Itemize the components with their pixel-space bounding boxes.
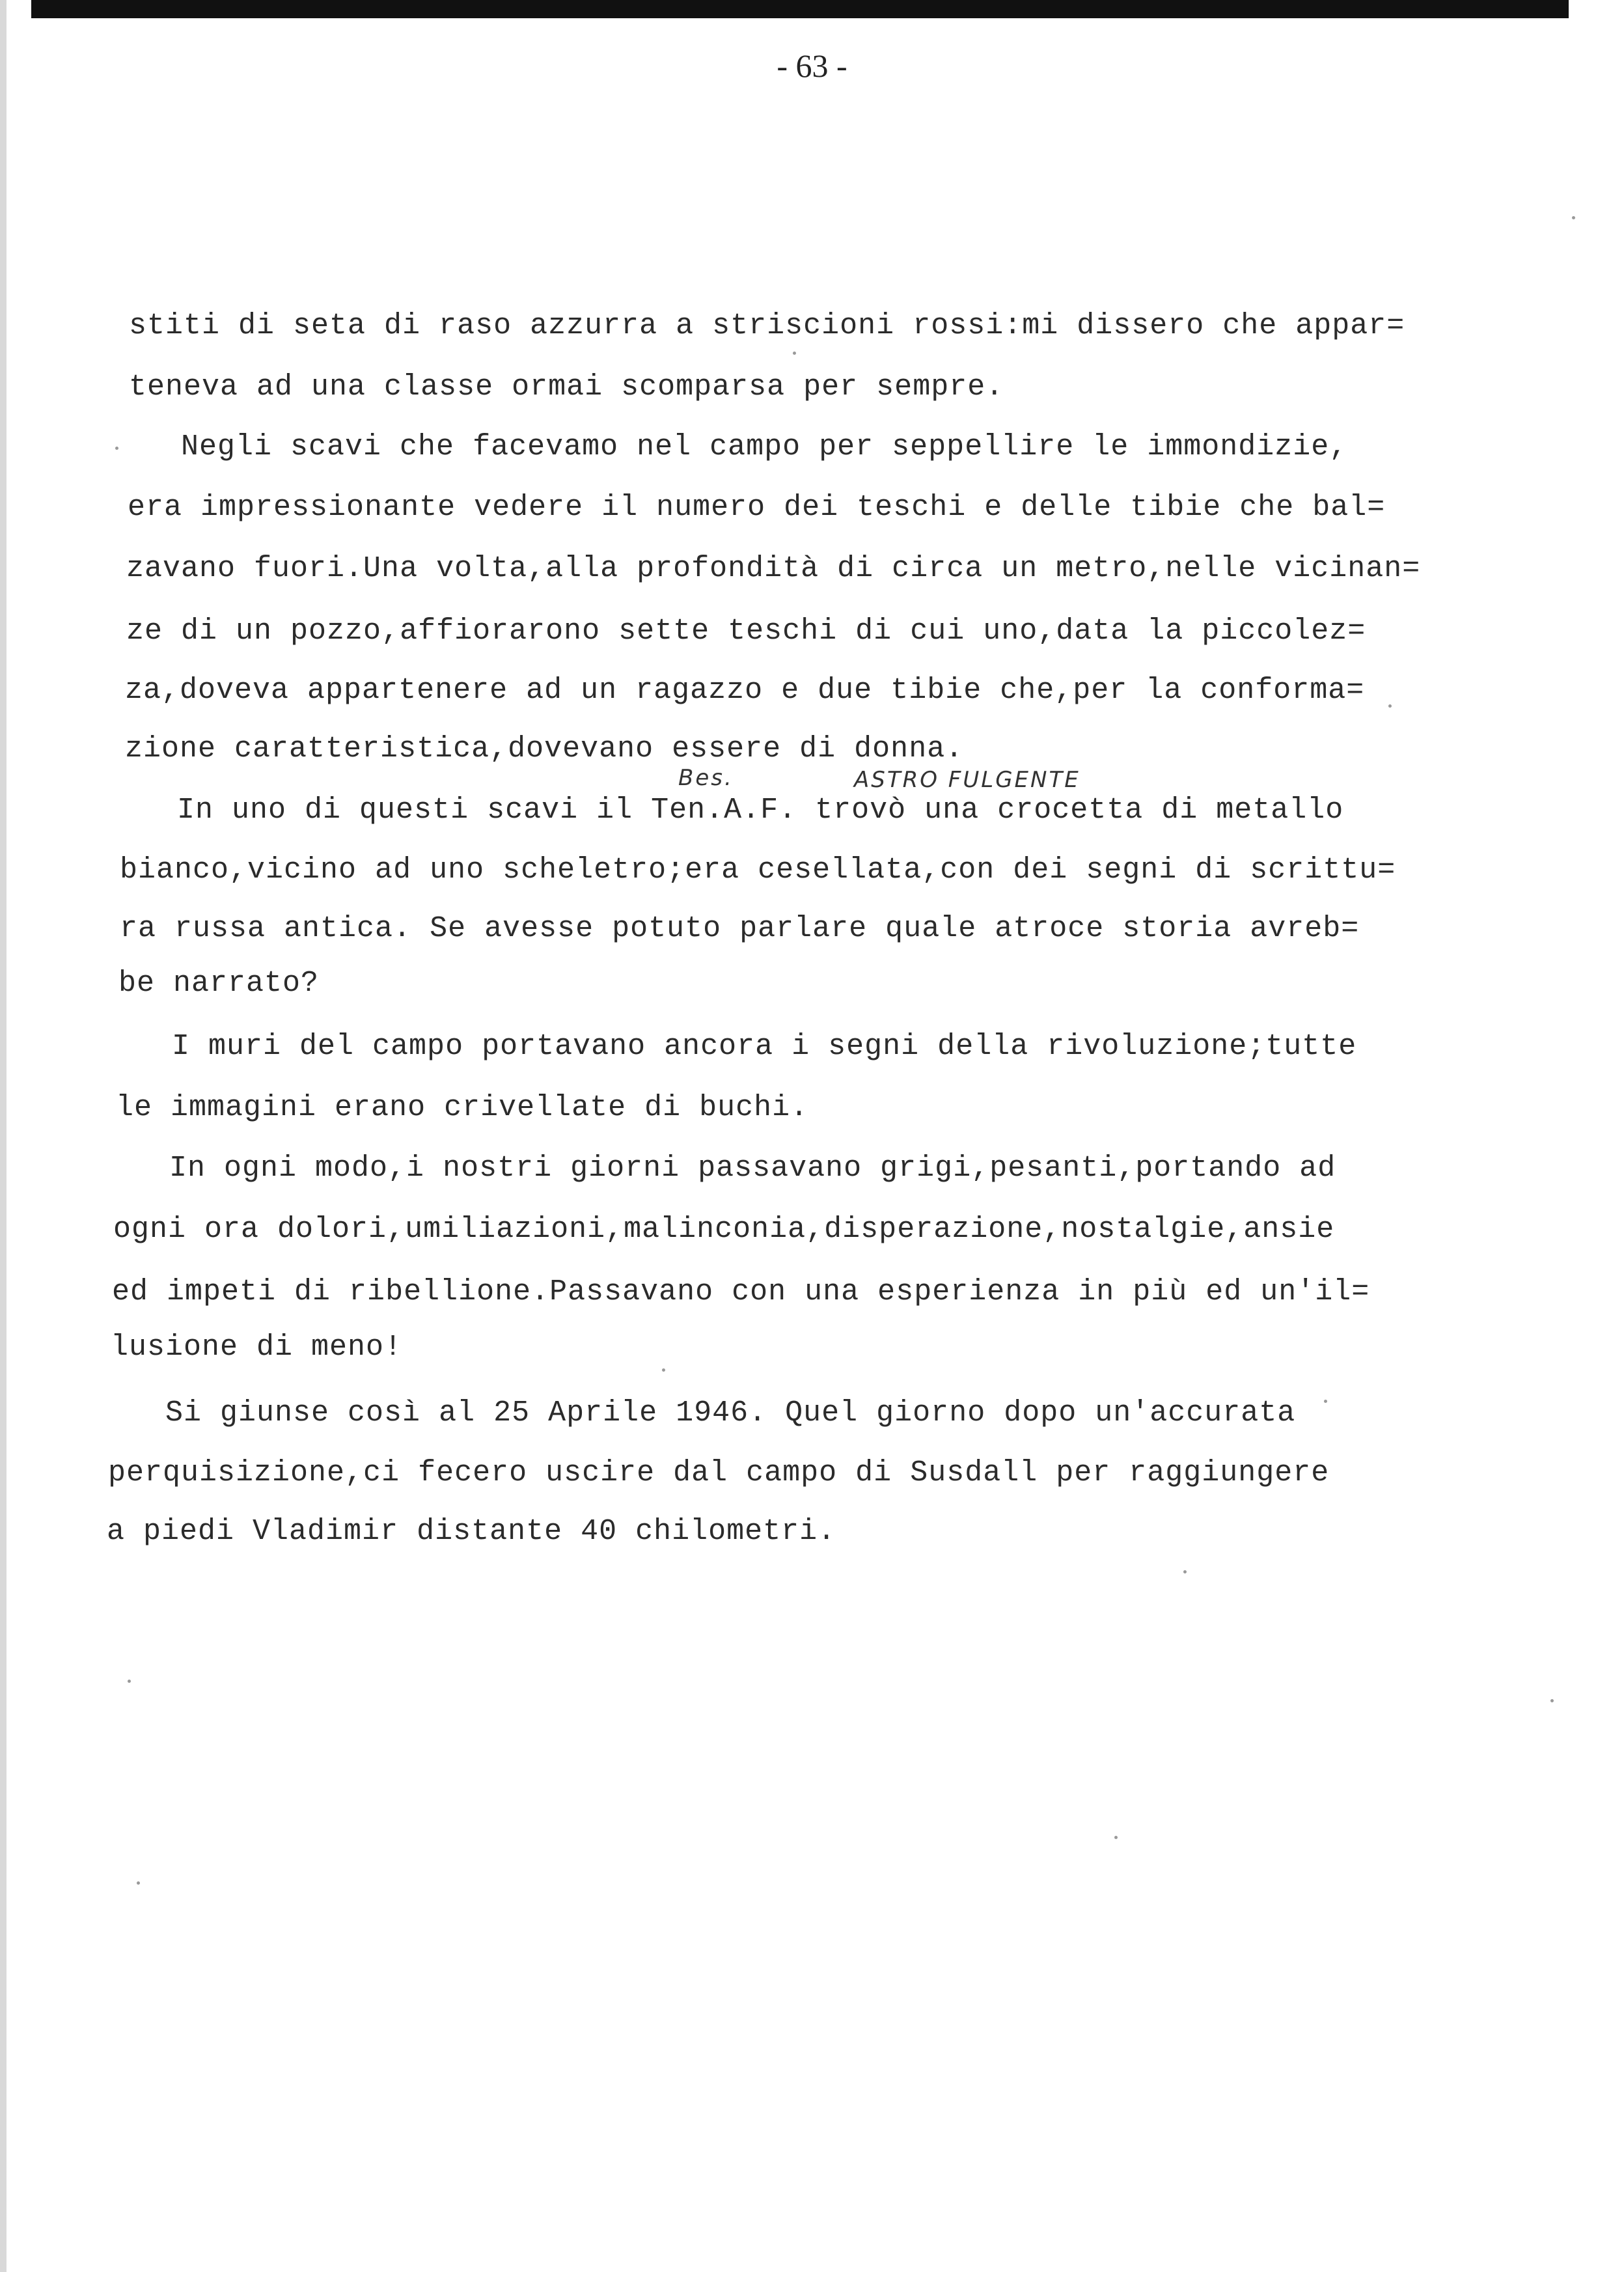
body-line-9: In uno di questi scavi il Ten.A.F. trovò una crocetta di metallo: [177, 794, 1344, 827]
scan-speck: [1550, 1699, 1554, 1702]
body-line-20: perquisizione,ci fecero uscire dal campo di Susdall per raggiungere: [108, 1456, 1330, 1489]
header-rule: [31, 0, 1569, 18]
scan-left-edge: [0, 0, 7, 2272]
body-line-3: Negli scavi che facevamo nel campo per seppellire le immondizie,: [181, 430, 1348, 464]
body-line-16: ogni ora dolori,umiliazioni,malinconia,disperazione,nostalgie,ansie: [113, 1213, 1335, 1246]
body-line-21: a piedi Vladimir distante 40 chilometri.: [107, 1515, 836, 1548]
body-line-4: era impressionante vedere il numero dei teschi e delle tibie che bal=: [128, 491, 1386, 524]
scan-speck: [662, 1368, 665, 1372]
scan-speck: [1183, 1570, 1187, 1573]
scan-speck: [793, 352, 796, 355]
body-line-12: be narrato?: [118, 967, 320, 1000]
body-line-7: za,doveva appartenere ad un ragazzo e due tibie che,per la conforma=: [125, 674, 1365, 707]
scan-speck: [115, 447, 118, 450]
body-line-6: ze di un pozzo,affiorarono sette teschi di cui uno,data la piccolez=: [126, 615, 1366, 648]
scan-speck: [128, 1680, 131, 1683]
body-line-19: Si giunse così al 25 Aprile 1946. Quel giorno dopo un'accurata: [165, 1396, 1296, 1430]
body-line-15: In ogni modo,i nostri giorni passavano grigi,pesanti,portando ad: [169, 1152, 1336, 1185]
scan-speck: [1114, 1836, 1118, 1839]
body-line-1: stiti di seta di raso azzurra a striscioni rossi:mi dissero che appar=: [129, 309, 1405, 342]
body-line-11: ra russa antica. Se avesse potuto parlare quale atroce storia avreb=: [120, 912, 1360, 945]
handwritten-annotation-right: ASTRO FULGENTE: [854, 767, 1080, 793]
body-line-14: le immagini erano crivellate di buchi.: [116, 1091, 809, 1124]
scan-speck: [137, 1881, 140, 1885]
scan-speck: [1388, 704, 1392, 708]
handwritten-annotation-left: Bes.: [678, 765, 734, 791]
body-line-2: teneva ad una classe ormai scomparsa per sempre.: [129, 370, 1004, 404]
body-line-8: zione caratteristica,dovevano essere di donna.: [125, 732, 964, 766]
scan-speck: [1324, 1400, 1327, 1403]
body-line-17: ed impeti di ribellione.Passavano con una esperienza in più ed un'il=: [112, 1275, 1370, 1309]
body-line-5: zavano fuori.Una volta,alla profondità di circa un metro,nelle vicinan=: [126, 552, 1421, 585]
scan-speck: [1572, 216, 1575, 219]
body-line-18: lusione di meno!: [111, 1331, 403, 1364]
page-number: - 63 -: [777, 48, 847, 84]
body-line-10: bianco,vicino ad uno scheletro;era cesellata,con dei segni di scrittu=: [120, 853, 1396, 887]
body-line-13: I muri del campo portavano ancora i segni della rivoluzione;tutte: [172, 1030, 1357, 1063]
